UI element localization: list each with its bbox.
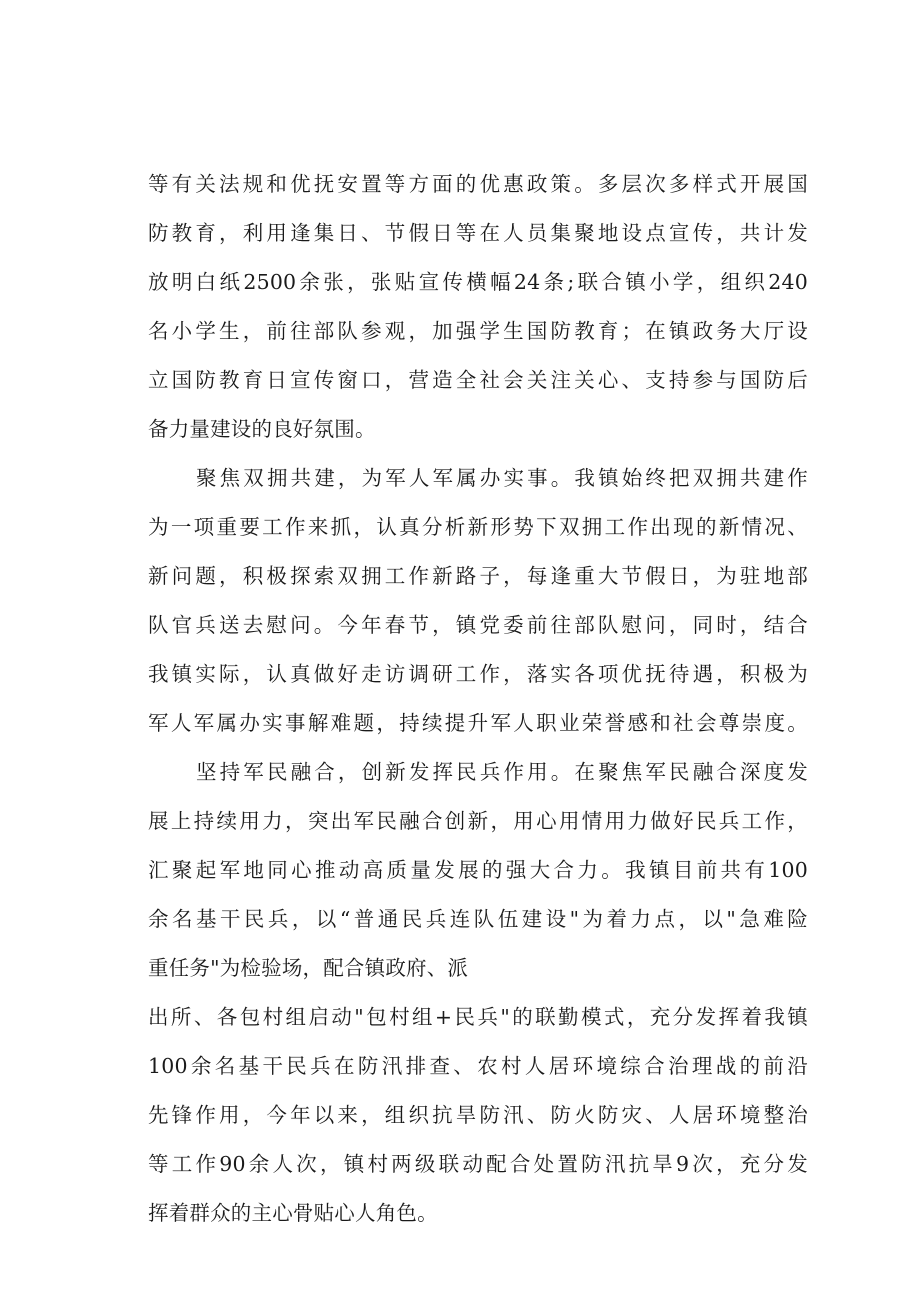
paragraph-start-line: 聚焦双拥共建，为军人军属办实事。我镇始终把双拥共建作 bbox=[196, 466, 808, 490]
text-line: 等工作90余人次，镇村两级联动配合处置防汛抗旱9次，充分发 bbox=[148, 1152, 808, 1176]
text-line: 汇聚起军地同心推动高质量发展的强大合力。我镇目前共有100 bbox=[148, 858, 808, 882]
text-line: 100余名基干民兵在防汛排查、农村人居环境综合治理战的前沿 bbox=[148, 1054, 808, 1078]
text-line: 展上持续用力，突出军民融合创新，用心用情用力做好民兵工作， bbox=[148, 809, 808, 833]
body-text bbox=[148, 160, 808, 1238]
text-line: 等有关法规和优抚安置等方面的优惠政策。多层次多样式开展国 bbox=[148, 172, 808, 196]
text-line: 重任务"为检验场，配合镇政府、派 bbox=[148, 956, 469, 980]
text-line: 挥着群众的主心骨贴心人角色。 bbox=[148, 1201, 438, 1225]
text-line: 余名基干民兵，以“普通民兵连队伍建设"为着力点，以"急难险 bbox=[148, 907, 808, 931]
text-line: 备力量建设的良好氛围。 bbox=[148, 417, 376, 441]
text-line: 立国防教育日宣传窗口，营造全社会关注关心、支持参与国防后 bbox=[148, 368, 808, 392]
text-line: 名小学生，前往部队参观，加强学生国防教育；在镇政务大厅设 bbox=[148, 319, 808, 343]
text-line: 防教育，利用逢集日、节假日等在人员集聚地设点宣传，共计发 bbox=[148, 221, 808, 245]
text-line: 放明白纸2500余张，张贴宣传横幅24条;联合镇小学，组织240 bbox=[148, 270, 808, 294]
paragraph-start-line: 坚持军民融合，创新发挥民兵作用。在聚焦军民融合深度发 bbox=[196, 760, 808, 784]
text-line: 出所、各包村组启动"包村组+民兵"的联勤模式，充分发挥着我镇 bbox=[148, 1005, 808, 1029]
text-line: 新问题，积极探索双拥工作新路子，每逢重大节假日，为驻地部 bbox=[148, 564, 808, 588]
text-line: 先锋作用，今年以来，组织抗旱防汛、防火防灾、人居环境整治 bbox=[148, 1103, 808, 1127]
text-line: 队官兵送去慰问。今年春节，镇党委前往部队慰问，同时，结合 bbox=[148, 613, 808, 637]
text-line: 我镇实际，认真做好走访调研工作，落实各项优抚待遇，积极为 bbox=[148, 662, 808, 686]
text-line: 为一项重要工作来抓，认真分析新形势下双拥工作出现的新情况、 bbox=[148, 515, 808, 539]
text-line: 军人军属办实事解难题，持续提升军人职业荣誉感和社会尊崇度。 bbox=[148, 711, 808, 735]
